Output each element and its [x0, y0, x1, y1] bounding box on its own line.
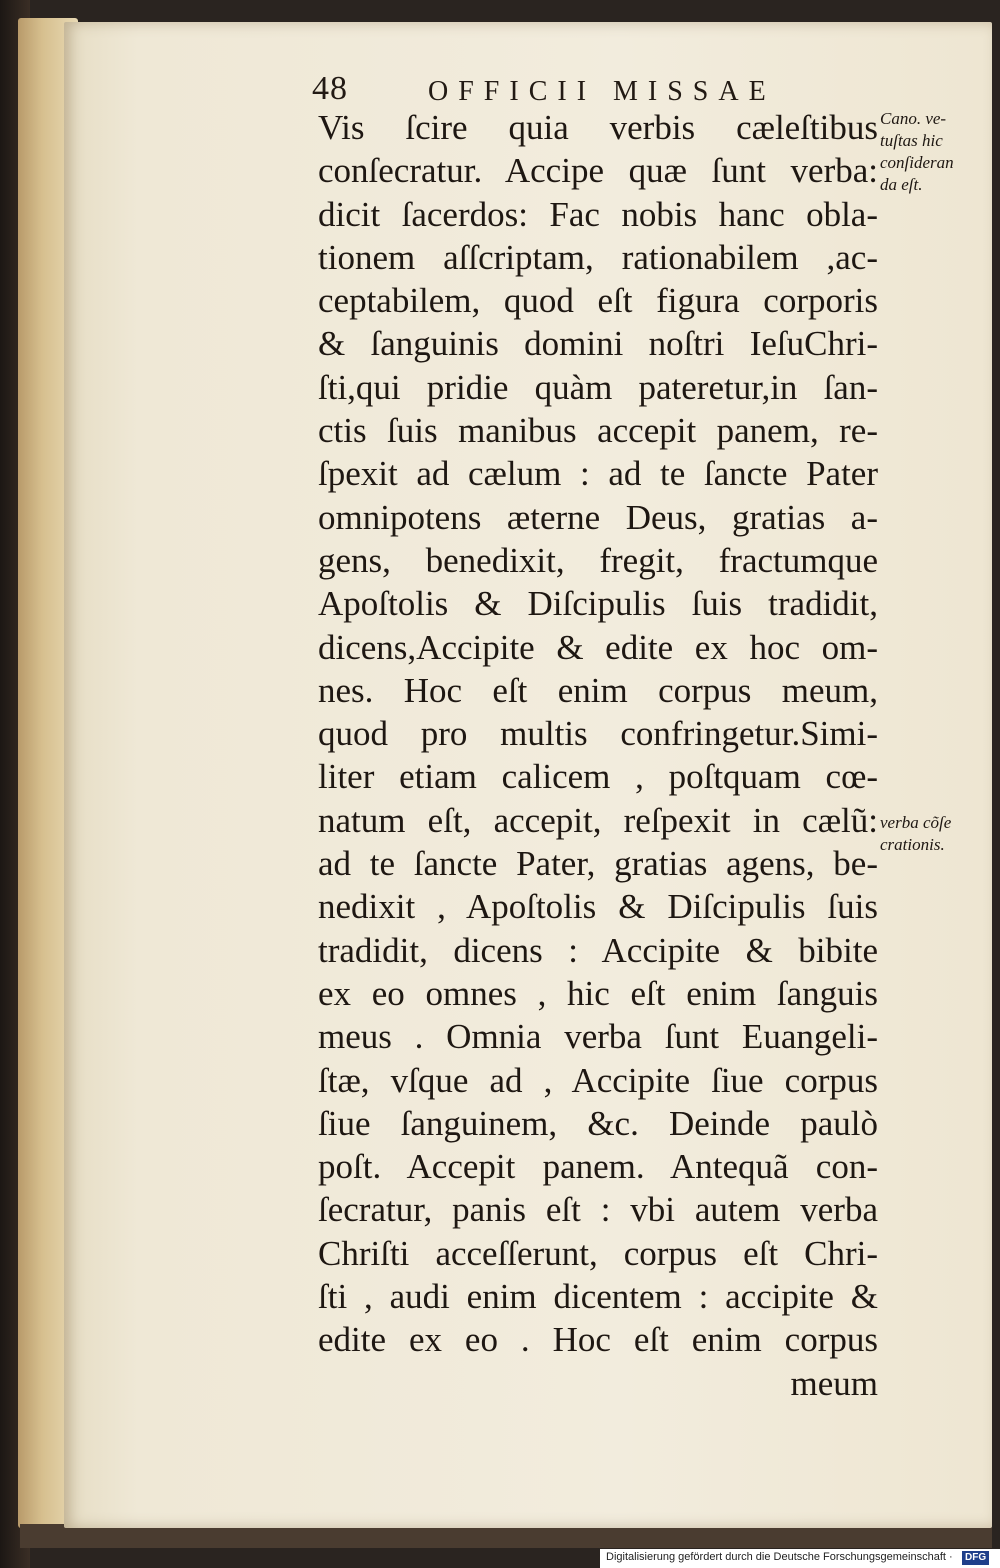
text-line: Vis ſcire quia verbis cæleſtibus	[318, 108, 878, 147]
text-line: ſtæ, vſque ad , Accipite ſiue corpus	[318, 1060, 878, 1100]
running-title: OFFICII MISSAE	[428, 76, 776, 107]
text-line: conſecratur. Accipe quæ ſunt verba:	[318, 151, 878, 191]
text-line: quod pro multis confringetur.Simi-	[318, 714, 878, 754]
text-line: ſpexit ad cælum : ad te ſancte Pater	[318, 454, 878, 494]
margin-note-canon	[880, 108, 980, 196]
text-line: gens, benedixit, fregit, fractumque	[318, 540, 878, 580]
text-line: dicens,Accipite & edite ex hoc om-	[318, 627, 878, 667]
page-header	[312, 70, 782, 110]
text-line: ſiue ſanguinem, &c. Deinde paulò	[318, 1103, 878, 1143]
text-line: Apoſtolis & Diſcipulis ſuis tradidit,	[318, 584, 878, 624]
margin-note-line: crationis.	[880, 835, 945, 854]
text-line: liter etiam calicem , poſtquam cœ-	[318, 757, 878, 797]
text-line: natum eſt, accepit, reſpexit in cælũ:	[318, 800, 878, 840]
margin-note-line: verba cõſe	[880, 813, 952, 832]
text-line: Chriſti acceſſerunt, corpus eſt Chri-	[318, 1233, 878, 1273]
text-line: ad te ſancte Pater, gratias agens, be-	[318, 844, 878, 884]
text-line: tradidit, dicens : Accipite & bibite	[318, 930, 878, 970]
text-line: nedixit , Apoſtolis & Diſcipulis ſuis	[318, 887, 878, 927]
text-line: tionem aſſcriptam, rationabilem ,ac-	[318, 237, 878, 277]
margin-note-line: da eſt.	[880, 175, 923, 194]
dfg-logo: DFG	[962, 1551, 989, 1565]
funding-credit: Digitalisierung gefördert durch die Deutsche Forschungsgemeinschaft ·	[606, 1551, 953, 1563]
text-line: meus . Omnia verba ſunt Euangeli-	[318, 1017, 878, 1057]
text-line: ctis ſuis manibus accepit panem, re-	[318, 411, 878, 451]
text-line: nes. Hoc eſt enim corpus meum,	[318, 670, 878, 710]
catchword: meum	[790, 1363, 878, 1403]
text-line: ceptabilem, quod eſt figura corporis	[318, 281, 878, 321]
text-line: omnipotens æterne Deus, gratias a-	[318, 497, 878, 537]
text-line: dicit ſacerdos: Fac nobis hanc obla-	[318, 194, 878, 234]
text-line: ſti , audi enim dicentem : accipite &	[318, 1277, 878, 1317]
text-line: ſti,qui pridie quàm pateretur,in ſan-	[318, 367, 878, 407]
margin-note-line: conſideran	[880, 153, 954, 172]
margin-note-line: tuſtas hic	[880, 131, 943, 150]
text-line: & ſanguinis domini noſtri IeſuChri-	[318, 324, 878, 364]
text-line: ex eo omnes , hic eſt enim ſanguis	[318, 973, 878, 1013]
text-line: poſt. Accepit panem. Antequã con-	[318, 1147, 878, 1187]
page-number: 48	[312, 70, 348, 107]
margin-note-line: Cano. ve-	[880, 109, 947, 128]
margin-note-consecration	[880, 812, 980, 856]
text-line: edite ex eo . Hoc eſt enim corpus	[318, 1320, 878, 1360]
text-line: ſecratur, panis eſt : vbi autem verba	[318, 1190, 878, 1230]
main-text	[318, 106, 878, 1405]
